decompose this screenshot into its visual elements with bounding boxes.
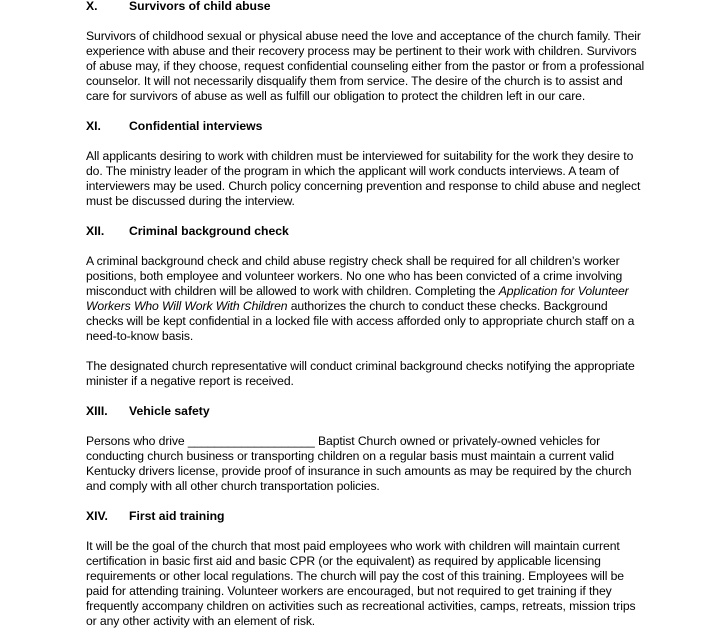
section-paragraph [86,254,646,344]
section-title: Survivors of child abuse [129,0,271,13]
section-number: XIV. [86,509,108,523]
section-paragraph: Persons who drive ___________________ Baptist Church owned or privately-owned vehicles for conducting church business or transporting children on a regular basis must maintain a current valid Kentucky drivers license, provide proof of insurance in such amounts as may be required by the church and comply with all other church transportation policies. [86,434,632,493]
section-paragraph: All applicants desiring to work with children must be interviewed for suitability for the work they desire to do. The ministry leader of the program in which the applicant will work conducts interviews. A team of interviewers may be used. Church policy concerning prevention and response to child abuse and neglect must be discussed during the interview. [86,149,641,208]
section-title: Vehicle safety [129,404,210,418]
section-paragraph: It will be the goal of the church that most paid employees who work with children will maintain current certification in basic first aid and basic CPR (or the equivalent) as required by applicable licensing requirements or other local regulations. The church will pay the cost of this training. Employees will be paid for attending training. Volunteer workers are encouraged, but not required to get training if they frequently accompany children on activities such as recreational activities, camps, retreats, mission trips or any other activity with an element of risk. [86,539,636,628]
paragraph-text: A criminal background check and child abuse registry check shall be required for all children’s worker positions, both employee and volunteer workers. No one who has been convicted of a crime involving misconduct with children will be allowed to work with children. Completing the [86,254,623,298]
section-title: Confidential interviews [129,119,263,133]
section-title: Criminal background check [129,224,289,238]
section-paragraph: The designated church representative will conduct criminal background checks notifying the appropriate minister if a negative report is received. [86,359,635,388]
paragraph-text: authorizes the church to conduct these checks. Background checks will be kept confidential in a locked file with access afforded only to appropriate church staff on a need-to-know basis. [86,299,635,343]
section-heading-x [86,0,646,14]
section-title: First aid training [129,509,225,523]
section-number: X. [86,0,98,13]
document-page [86,0,646,629]
section-paragraph: Survivors of childhood sexual or physical abuse need the love and acceptance of the church family. Their experience with abuse and their recovery process may be pertinent to their work with children. Survivors of abuse may, if they choose, request confidential counseling either from the pastor or from a professional counselor. It will not necessarily disqualify them from service. The desire of the church is to assist and care for survivors of abuse as well as fulfill our obligation to protect the children left in our care. [86,29,645,103]
section-number: XIII. [86,404,108,418]
section-heading-xi [86,119,646,134]
section-number: XII. [86,224,105,238]
section-number: XI. [86,119,101,133]
section-heading-xiv [86,509,646,524]
section-heading-xiii [86,404,646,419]
section-heading-xii [86,224,646,239]
application-form-title: Application for Volunteer Workers Who Will Work With Children [86,284,629,313]
